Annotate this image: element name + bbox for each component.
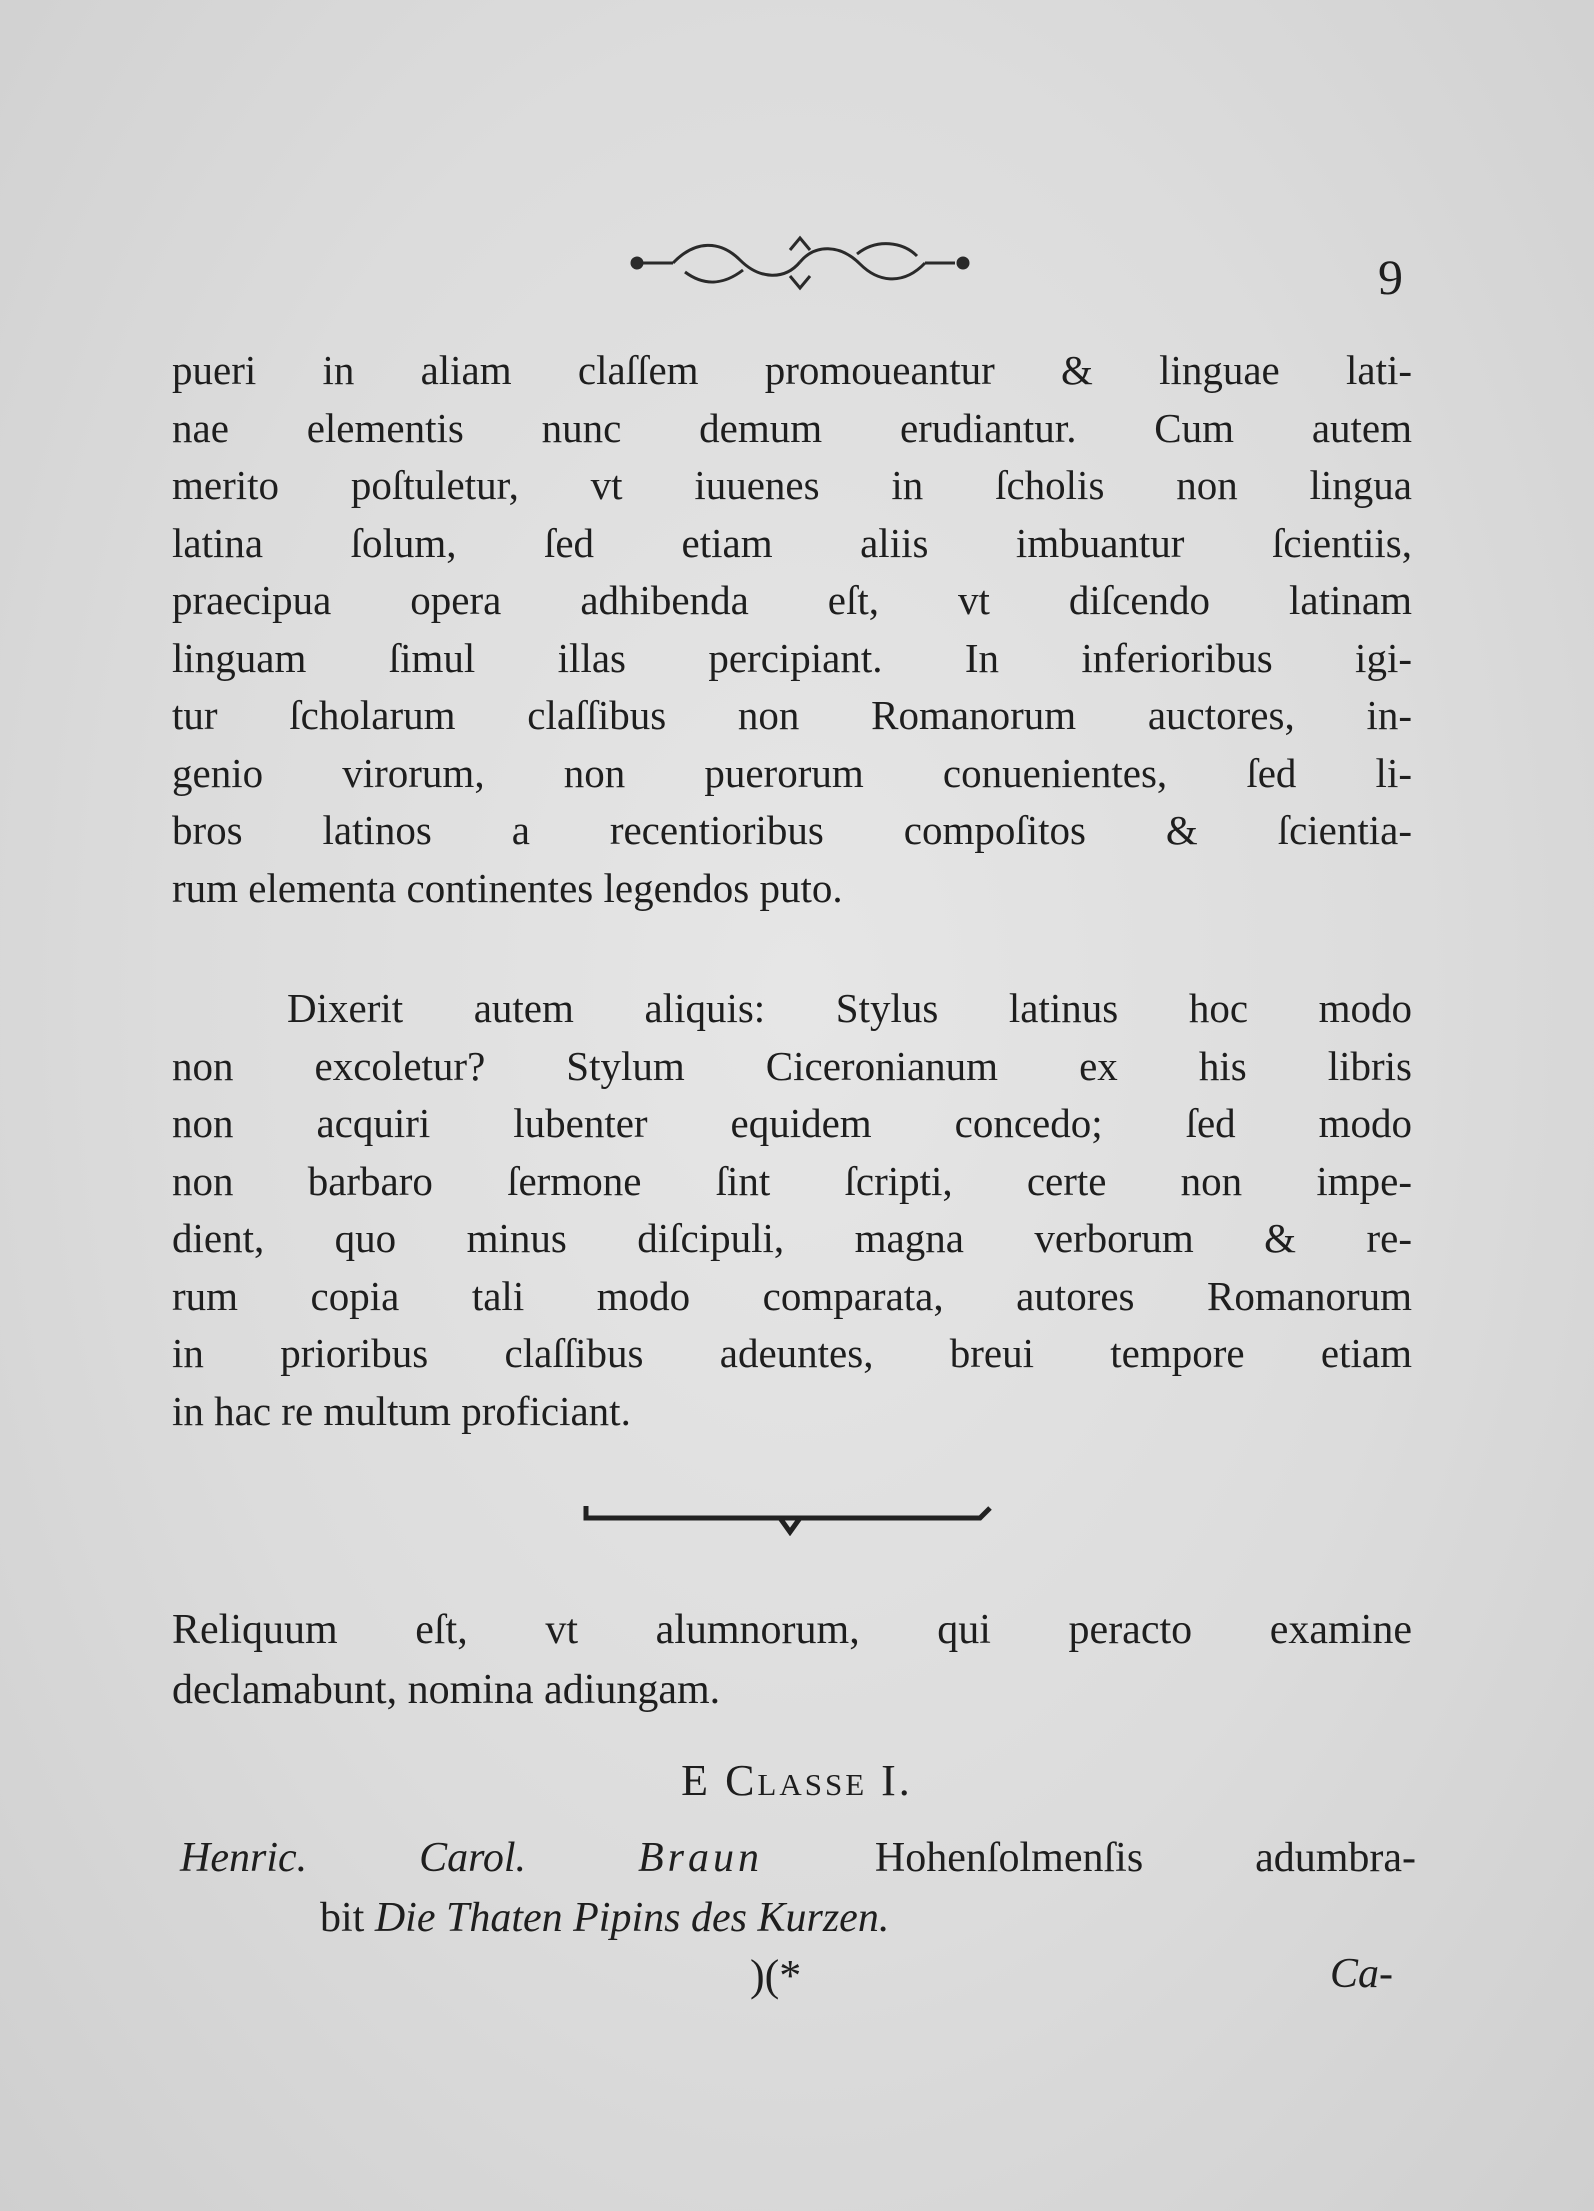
bracket-divider-icon	[580, 1500, 1000, 1536]
text-line: non excoletur? Stylum Ciceronianum ex his libris	[172, 1042, 1412, 1089]
text-line: non barbaro ſermone ſint ſcripti, certe non impe-	[172, 1157, 1412, 1204]
text-line: in prioribus claſſibus adeuntes, breui tempore etiam	[172, 1330, 1412, 1376]
student-first-name: Henric.	[180, 1835, 308, 1881]
class-heading	[0, 1755, 1594, 1806]
text-line: Reliquum eſt, vt alumnorum, qui peracto examine	[172, 1607, 1412, 1653]
text-line: dient, quo minus diſcipuli, magna verborum & re-	[172, 1215, 1412, 1261]
text-line: rum copia tali modo comparata, autores Romanorum	[172, 1272, 1412, 1319]
student-origin: Hohenſolmenſis adumbra-	[874, 1835, 1417, 1881]
text-line: pueri in aliam claſſem promoueantur & linguae lati-	[172, 347, 1412, 393]
heading-e: E	[681, 1756, 712, 1805]
signature-mark: )(*	[750, 1951, 802, 2000]
text-line: nae elementis nunc demum erudiantur. Cum autem	[172, 404, 1412, 451]
student-middle-name: Carol.	[419, 1835, 527, 1881]
text-line: in hac re multum proficiant.	[172, 1387, 631, 1434]
text-line: merito poſtuletur, vt iuuenes in ſcholis non lingua	[172, 462, 1412, 508]
paragraph-continuation	[172, 342, 1412, 917]
entry-line-2	[180, 1888, 1416, 1948]
printers-ornament-icon	[625, 232, 975, 294]
paragraph-dixerit	[172, 980, 1412, 1440]
text-line: bros latinos a recentioribus compoſitos & ſcientia-	[172, 807, 1412, 853]
declamation-topic: Die Thaten Pipins des Kurzen.	[374, 1895, 890, 1941]
text-line: rum elementa continentes legendos puto.	[172, 864, 843, 911]
student-surname: Braun	[637, 1835, 763, 1881]
text-line: declamabunt, nomina adiungam.	[172, 1667, 721, 1713]
page-number: 9	[1378, 249, 1403, 305]
text-line: latina ſolum, ſed etiam aliis imbuantur ſcientiis,	[172, 519, 1412, 566]
text-line: Dixerit autem aliquis: Stylus latinus hoc modo	[287, 985, 1412, 1031]
text-line: praecipua opera adhibenda eſt, vt diſcendo latinam	[172, 577, 1412, 623]
heading-numeral: I.	[881, 1756, 913, 1805]
paragraph-reliquum	[172, 1600, 1412, 1720]
heading-classe: Classe	[725, 1756, 868, 1805]
text-line: linguam ſimul illas percipiant. In inferioribus igi-	[172, 634, 1412, 681]
entry-line-1	[180, 1828, 1416, 1888]
text-line: non acquiri lubenter equidem concedo; ſed modo	[172, 1100, 1412, 1146]
student-entry	[180, 1828, 1416, 1948]
text-line: tur ſcholarum claſſibus non Romanorum auctores, in-	[172, 692, 1412, 738]
text-line: genio virorum, non puerorum conuenientes, ſed li-	[172, 749, 1412, 796]
catchword: Ca-	[1330, 1951, 1393, 1997]
entry-verb: bit	[320, 1895, 365, 1941]
